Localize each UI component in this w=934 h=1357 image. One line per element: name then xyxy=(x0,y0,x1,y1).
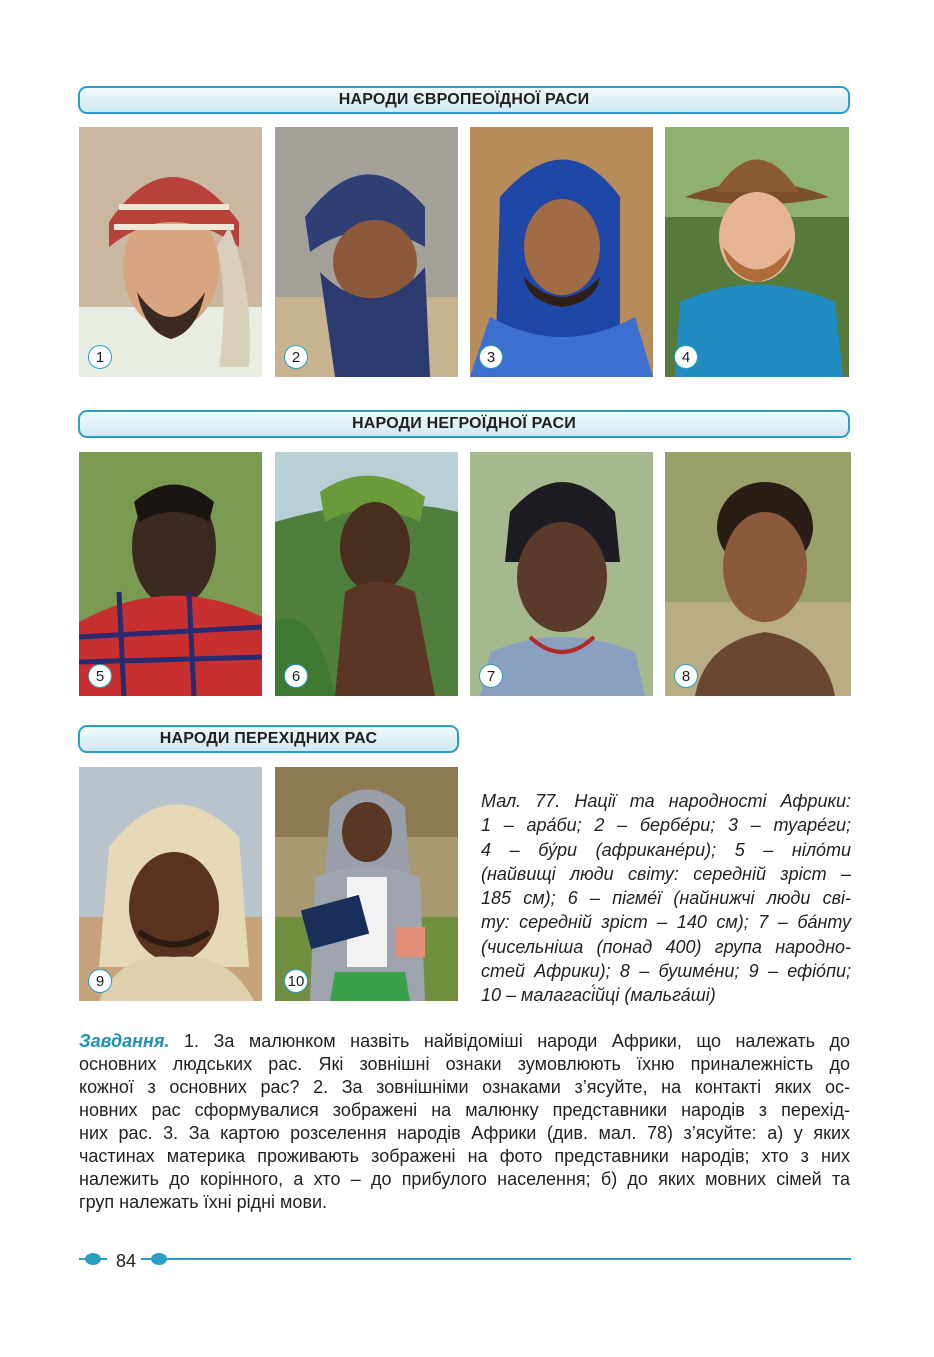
task-line: них рас. 3. За картою розселення народів Африки (див. мал. 78) з’ясуйте: а) у яких xyxy=(79,1123,850,1143)
task-line: частинах материка проживають зображені на фото представники народів; хто з них xyxy=(79,1146,850,1166)
photo-number-badge: 8 xyxy=(674,664,698,688)
caption-line: (найвищі люди світу: середній зріст – xyxy=(481,863,851,884)
caption-line: ту: середній зріст – 140 см); 7 – ба́нту xyxy=(481,912,851,933)
photo-1-arab xyxy=(79,127,262,377)
caption-line: 4 – бу́ри (африкане́ри); 5 – ніло́ти xyxy=(481,839,851,860)
caption-line: 10 – малагасі́йці (мальга́ші) xyxy=(481,985,716,1006)
photo-10-malagasy xyxy=(275,767,458,1001)
task-line: основних людських рас. Які зовнішні ознаки зумовлюють їхню приналежність до xyxy=(79,1054,850,1074)
task-line: кожної з основних рас? 2. За зовнішніми ознаками з’ясуйте, на контакті яких ос- xyxy=(79,1077,850,1097)
caption-line: 1 – ара́би; 2 – бербе́ри; 3 – туаре́ги; xyxy=(481,815,851,836)
photo-5-nilote xyxy=(79,452,262,696)
photo-number-badge: 6 xyxy=(284,664,308,688)
task-line-rest: 1. За малюнком назвіть найвідоміші народи Африки, що належать до xyxy=(169,1031,850,1051)
page-number: 84 xyxy=(112,1251,140,1272)
task-line: належить до корінного, а хто – до прибулого населення; б) до яких мовних сімей та xyxy=(79,1169,850,1189)
photo-number-badge: 4 xyxy=(674,345,698,369)
section-header-europeoid xyxy=(78,86,850,114)
photo-number-badge: 7 xyxy=(479,664,503,688)
section-header-label: НАРОДИ ЄВРОПЕОЇДНОЇ РАСИ xyxy=(338,91,590,108)
caption-line: Мал. 77. Нації та народності Африки: xyxy=(481,791,851,811)
photo-2-berber xyxy=(275,127,458,377)
task-lead: Завдання. xyxy=(79,1031,170,1051)
photo-4-boer xyxy=(665,127,849,377)
footer-rule xyxy=(79,1251,851,1267)
section-header-label: НАРОДИ НЕГРОЇДНОЇ РАСИ xyxy=(352,415,576,432)
photo-number-badge: 3 xyxy=(479,345,503,369)
task-line: груп належать їхні рідні мови. xyxy=(79,1192,328,1212)
caption-line: (чисельніша (понад 400) група народно- xyxy=(481,936,851,957)
section-header-transitional xyxy=(78,725,459,753)
photo-8-bushman xyxy=(665,452,851,696)
task-paragraph xyxy=(79,1030,850,1214)
photo-9-ethiopian xyxy=(79,767,262,1001)
photo-3-tuareg xyxy=(470,127,653,377)
task-line xyxy=(79,1030,850,1053)
photo-number-badge: 9 xyxy=(88,969,112,993)
caption-line: стей Африки); 8 – бушме́ни; 9 – ефіо́пи; xyxy=(481,961,851,982)
photo-number-badge: 2 xyxy=(284,345,308,369)
photo-number-badge: 1 xyxy=(88,345,112,369)
task-line: новних рас сформувалися зображені на малюнку представники народів з перехід- xyxy=(79,1100,850,1120)
photo-number-badge: 5 xyxy=(88,664,112,688)
photo-6-pygmy xyxy=(275,452,458,696)
figure-caption xyxy=(481,789,851,1008)
photo-7-bantu xyxy=(470,452,653,696)
section-header-label: НАРОДИ ПЕРЕХІДНИХ РАС xyxy=(159,730,378,747)
caption-line: 185 см); 6 – пігме́ї (найнижчі люди сві- xyxy=(481,888,851,909)
section-header-negroid xyxy=(78,410,850,438)
photo-number-badge: 10 xyxy=(284,969,308,993)
